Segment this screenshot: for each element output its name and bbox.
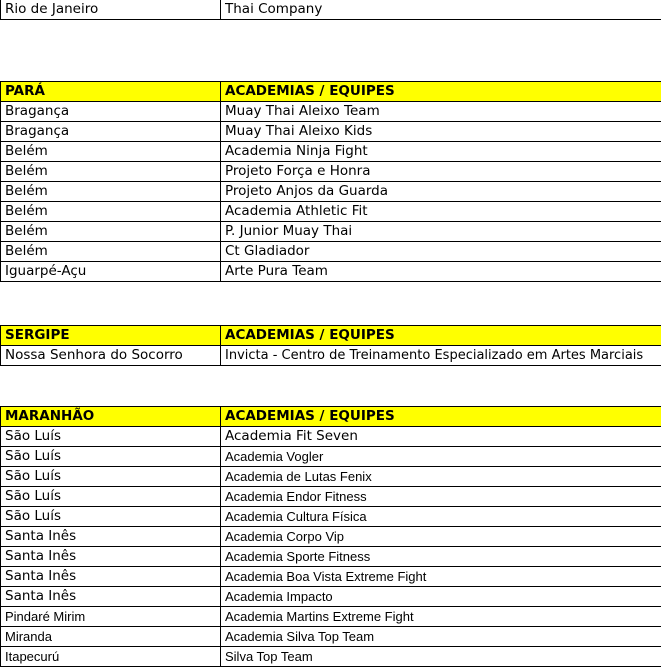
table-row [1, 182, 661, 202]
table-row [1, 222, 661, 242]
team-cell: Invicta - Centro de Treinamento Especializado em Artes Marciais [221, 346, 661, 366]
para-table [0, 81, 661, 282]
team-cell: Silva Top Team [221, 647, 661, 667]
column-header: ACADEMIAS / EQUIPES [221, 407, 661, 427]
team-cell: Academia Sporte Fitness [221, 547, 661, 567]
table-row [1, 587, 661, 607]
maranhao-table [0, 406, 661, 667]
team-cell: Muay Thai Aleixo Kids [221, 122, 661, 142]
team-cell: Academia Boa Vista Extreme Fight [221, 567, 661, 587]
team-cell: Academia Silva Top Team [221, 627, 661, 647]
table-row [1, 567, 661, 587]
team-cell: P. Junior Muay Thai [221, 222, 661, 242]
table-row [1, 647, 661, 667]
table-row [1, 467, 661, 487]
team-cell: Projeto Força e Honra [221, 162, 661, 182]
city-cell: Iguarpé-Açu [1, 262, 221, 282]
city-cell: São Luís [1, 507, 221, 527]
team-cell: Academia Martins Extreme Fight [221, 607, 661, 627]
city-cell: Santa Inês [1, 567, 221, 587]
table-row [1, 507, 661, 527]
city-cell: Pindaré Mirim [1, 607, 221, 627]
city-cell: Belém [1, 242, 221, 262]
city-cell: Santa Inês [1, 587, 221, 607]
city-cell: Nossa Senhora do Socorro [1, 346, 221, 366]
team-cell: Ct Gladiador [221, 242, 661, 262]
city-cell: Belém [1, 182, 221, 202]
city-cell: Belém [1, 162, 221, 182]
column-header: ACADEMIAS / EQUIPES [221, 326, 661, 346]
city-cell: Bragança [1, 102, 221, 122]
table-row [1, 242, 661, 262]
table-row [1, 346, 661, 366]
city-cell: Bragança [1, 122, 221, 142]
city-cell: Itapecurú [1, 647, 221, 667]
table-row [1, 487, 661, 507]
team-cell: Academia Ninja Fight [221, 142, 661, 162]
team-cell: Muay Thai Aleixo Team [221, 102, 661, 122]
table-row [1, 262, 661, 282]
table-row [1, 547, 661, 567]
team-cell: Academia Vogler [221, 447, 661, 467]
state-header: MARANHÃO [1, 407, 221, 427]
city-cell: Santa Inês [1, 547, 221, 567]
table-row [1, 162, 661, 182]
team-cell: Academia Fit Seven [221, 427, 661, 447]
team-cell: Thai Company [221, 0, 661, 20]
table-row [1, 202, 661, 222]
city-cell: Belém [1, 142, 221, 162]
city-cell: São Luís [1, 427, 221, 447]
city-cell: Belém [1, 202, 221, 222]
column-header: ACADEMIAS / EQUIPES [221, 82, 661, 102]
table-row [1, 627, 661, 647]
team-cell: Academia Corpo Vip [221, 527, 661, 547]
team-cell: Academia Athletic Fit [221, 202, 661, 222]
table-header [1, 407, 661, 427]
city-cell: São Luís [1, 487, 221, 507]
team-cell: Academia Cultura Física [221, 507, 661, 527]
table-header [1, 82, 661, 102]
city-cell: Santa Inês [1, 527, 221, 547]
team-cell: Projeto Anjos da Guarda [221, 182, 661, 202]
city-cell: São Luís [1, 447, 221, 467]
city-cell: Belém [1, 222, 221, 242]
table-row [1, 122, 661, 142]
city-cell: Rio de Janeiro [1, 0, 221, 20]
table-row [1, 527, 661, 547]
table-row [1, 427, 661, 447]
city-cell: São Luís [1, 467, 221, 487]
state-header: SERGIPE [1, 326, 221, 346]
table-header [1, 326, 661, 346]
team-cell: Arte Pura Team [221, 262, 661, 282]
table-row [1, 447, 661, 467]
rio-table [0, 0, 661, 20]
table-row [1, 607, 661, 627]
table-row [1, 142, 661, 162]
sergipe-table [0, 325, 661, 366]
team-cell: Academia Endor Fitness [221, 487, 661, 507]
table-row [1, 0, 661, 20]
team-cell: Academia de Lutas Fenix [221, 467, 661, 487]
table-row [1, 102, 661, 122]
state-header: PARÁ [1, 82, 221, 102]
city-cell: Miranda [1, 627, 221, 647]
team-cell: Academia Impacto [221, 587, 661, 607]
